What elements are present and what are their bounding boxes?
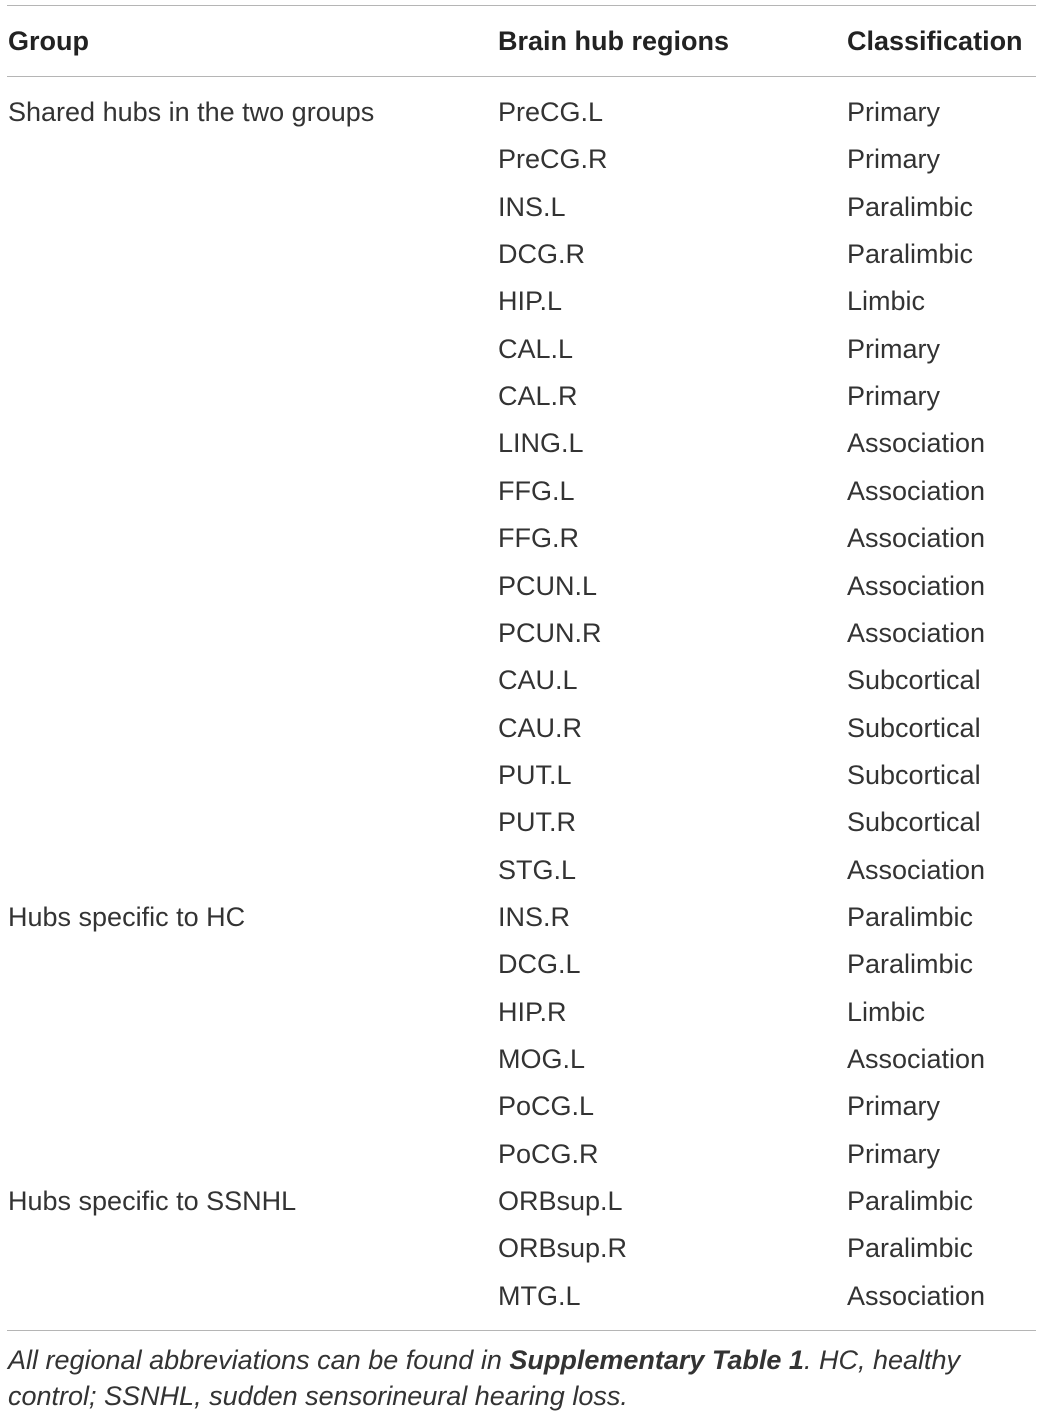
cell-brain-hub-region: FFG.L: [498, 476, 575, 506]
cell-brain-hub-region: CAU.L: [498, 665, 578, 695]
cell-brain-hub-region: DCG.R: [498, 239, 585, 269]
cell-classification: Association: [847, 1044, 986, 1074]
cell-brain-hub-region: HIP.R: [498, 997, 567, 1027]
cell-brain-hub-region: LING.L: [498, 428, 584, 458]
cell-brain-hub-region: FFG.R: [498, 523, 579, 553]
cell-classification: Primary: [847, 1139, 940, 1169]
footnote-supplementary-reference: Supplementary Table 1: [509, 1345, 804, 1375]
header-brain-hub-regions: Brain hub regions: [498, 26, 730, 56]
cell-brain-hub-region: PCUN.R: [498, 618, 602, 648]
cell-brain-hub-region: PCUN.L: [498, 571, 598, 601]
cell-brain-hub-region: HIP.L: [498, 286, 563, 316]
cell-classification: Primary: [847, 144, 940, 174]
cell-classification: Limbic: [847, 997, 926, 1027]
header-classification: Classification: [847, 26, 1023, 56]
cell-classification: Primary: [847, 381, 940, 411]
cell-classification: Primary: [847, 334, 940, 364]
table-bottom-rule: [7, 1330, 1036, 1331]
table-header-rule: [7, 76, 1036, 77]
cell-brain-hub-region: PreCG.L: [498, 97, 604, 127]
cell-classification: Primary: [847, 97, 940, 127]
cell-brain-hub-region: DCG.L: [498, 949, 581, 979]
table-footnote: [8, 1342, 1038, 1414]
cell-classification: Paralimbic: [847, 1233, 974, 1263]
cell-brain-hub-region: PoCG.R: [498, 1139, 599, 1169]
cell-classification: Paralimbic: [847, 1186, 974, 1216]
cell-classification: Paralimbic: [847, 949, 974, 979]
cell-classification: Association: [847, 618, 986, 648]
cell-classification: Association: [847, 476, 986, 506]
cell-classification: Subcortical: [847, 713, 981, 743]
table-top-rule: [7, 5, 1036, 6]
cell-brain-hub-region: ORBsup.L: [498, 1186, 623, 1216]
cell-group: Hubs specific to HC: [8, 902, 246, 932]
cell-brain-hub-region: CAL.L: [498, 334, 574, 364]
cell-classification: Paralimbic: [847, 239, 974, 269]
cell-brain-hub-region: ORBsup.R: [498, 1233, 628, 1263]
cell-brain-hub-region: CAU.R: [498, 713, 583, 743]
cell-brain-hub-region: INS.R: [498, 902, 571, 932]
cell-classification: Primary: [847, 1091, 940, 1121]
cell-classification: Subcortical: [847, 760, 981, 790]
cell-classification: Subcortical: [847, 807, 981, 837]
cell-group: Hubs specific to SSNHL: [8, 1186, 297, 1216]
cell-brain-hub-region: PUT.L: [498, 760, 572, 790]
footnote-text-part2: . HC, healthy control; SSNHL, sudden sensorineural hearing loss.: [8, 1345, 961, 1411]
cell-brain-hub-region: PUT.R: [498, 807, 577, 837]
cell-classification: Association: [847, 428, 986, 458]
footnote-text-part1: All regional abbreviations can be found in: [8, 1345, 510, 1375]
cell-classification: Subcortical: [847, 665, 981, 695]
cell-classification: Association: [847, 855, 986, 885]
cell-brain-hub-region: PoCG.L: [498, 1091, 595, 1121]
cell-brain-hub-region: MTG.L: [498, 1281, 581, 1311]
cell-brain-hub-region: PreCG.R: [498, 144, 608, 174]
cell-classification: Association: [847, 571, 986, 601]
cell-group: Shared hubs in the two groups: [8, 97, 375, 127]
header-group: Group: [8, 26, 89, 56]
cell-classification: Paralimbic: [847, 902, 974, 932]
cell-brain-hub-region: CAL.R: [498, 381, 578, 411]
cell-classification: Association: [847, 1281, 986, 1311]
cell-classification: Association: [847, 523, 986, 553]
cell-brain-hub-region: STG.L: [498, 855, 577, 885]
cell-brain-hub-region: INS.L: [498, 192, 566, 222]
cell-brain-hub-region: MOG.L: [498, 1044, 586, 1074]
cell-classification: Paralimbic: [847, 192, 974, 222]
cell-classification: Limbic: [847, 286, 926, 316]
